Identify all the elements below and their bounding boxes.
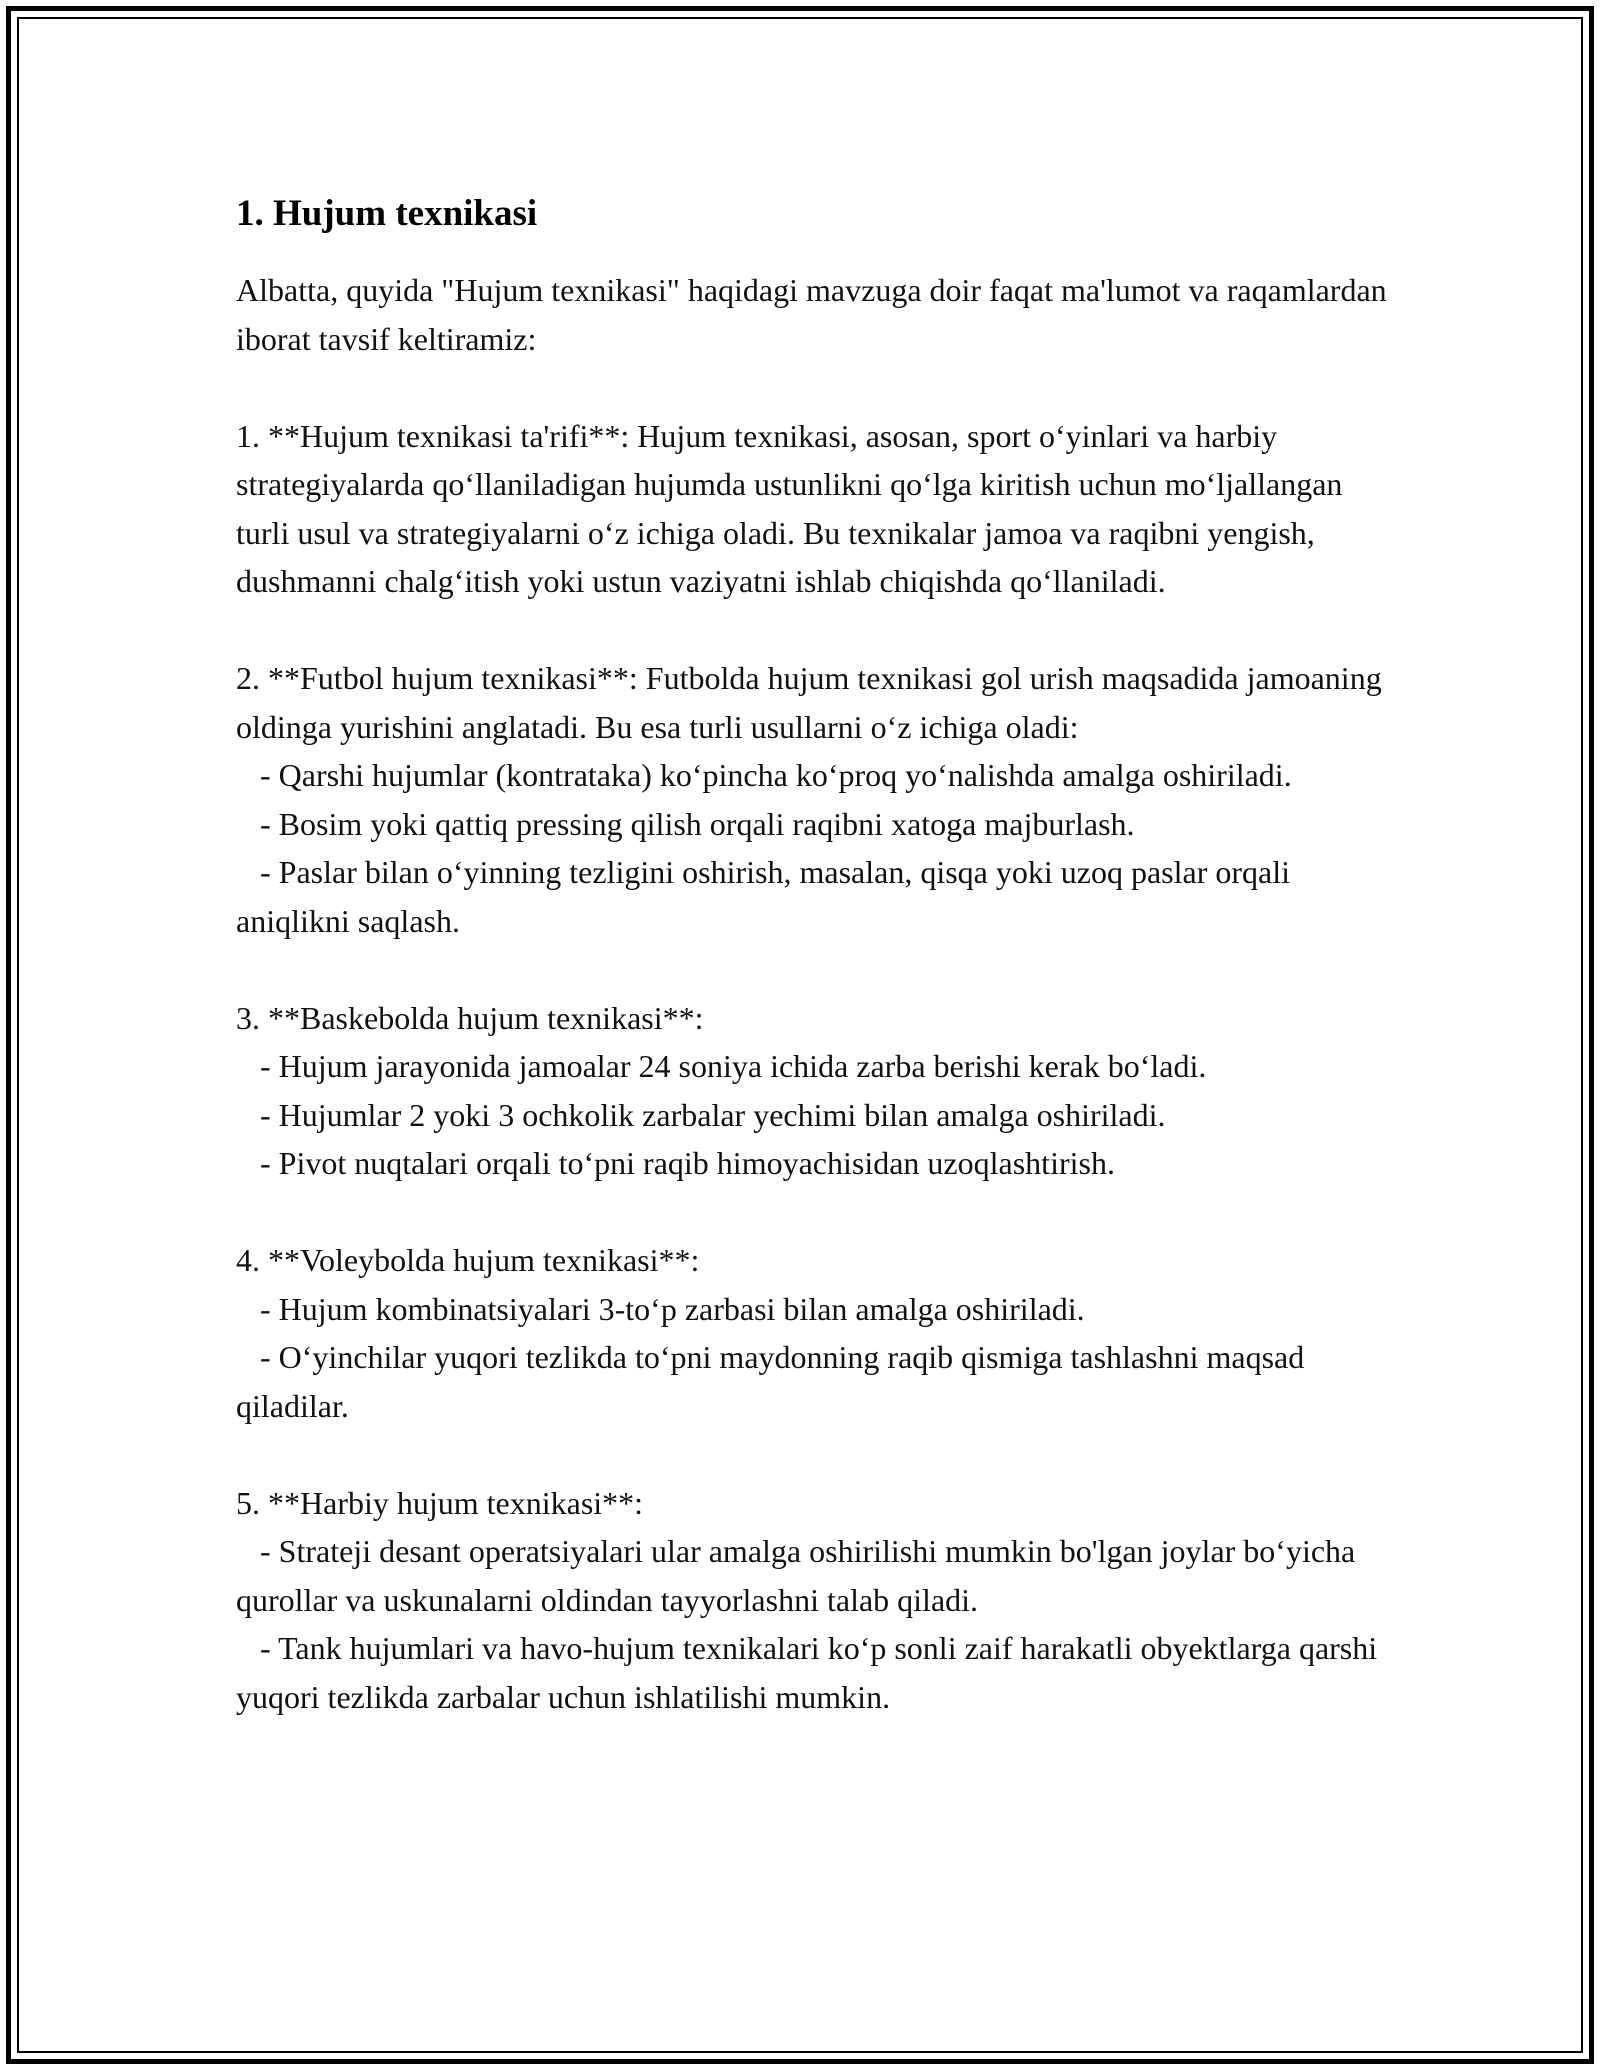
intro-paragraph: Albatta, quyida "Hujum texnikasi" haqidagi mavzuga doir faqat ma'lumot va raqamlardan iborat tavsif keltiramiz: [236,272,1395,357]
section-title: 2. **Futbol hujum texnikasi**: Futbolda hujum texnikasi gol urish maqsadida jamoaning oldinga yurishini anglatadi. Bu esa turli usullarni o‘z ichiga oladi: [236,660,1390,745]
list-item: - Hujum jarayonida jamoalar 24 soniya ichida zarba berishi kerak bo‘ladi. [236,1048,1207,1084]
paragraph-gap [236,363,1396,412]
list-item: - Tank hujumlari va havo-hujum texnikalari ko‘p sonli zaif harakatli obyektlarga qarshi yuqori tezlikda zarbalar uchun ishlatilishi mumkin. [236,1630,1386,1715]
section-title: 5. **Harbiy hujum texnikasi**: [236,1484,644,1521]
section-title: 1. **Hujum texnikasi ta'rifi**: Hujum texnikasi, asosan, sport o‘yinlari va harbiy strategiyalarda qo‘llaniladigan hujumda ustunlikni qo‘lga kiritish uchun mo‘ljallangan turli usul va strategiyalarni o‘z ichiga oladi. Bu texnikalar jamoa va raqibni yengish, dushmanni chalg‘itish yoki ustun vaziyatni ishlab chiqishda qo‘llaniladi. [236,417,1351,599]
list-item: - Pivot nuqtalari orqali to‘pni raqib himoyachisidan uzoqlashtirish. [236,1145,1115,1181]
paragraph-gap [236,1188,1396,1237]
list-item: - O‘yinchilar yuqori tezlikda to‘pni maydonning raqib qismiga tashlashni maqsad qiladilar. [236,1339,1313,1424]
section-definition [236,412,1396,606]
section-football [236,654,1396,945]
section-military [236,1479,1396,1722]
list-item: - Paslar bilan o‘yinning tezligini oshirish, masalan, qisqa yoki uzoq paslar orqali aniqlikni saqlash. [236,854,1299,939]
paragraph-gap [236,606,1396,655]
section-title: 4. **Voleybolda hujum texnikasi**: [236,1242,700,1278]
section-title: 3. **Baskebolda hujum texnikasi**: [236,999,704,1036]
list-item: - Bosim yoki qattiq pressing qilish orqali raqibni xatoga majburlash. [236,805,1135,842]
document-body [236,190,1396,1721]
section-volleyball [236,1236,1396,1430]
list-item: - Hujum kombinatsiyalari 3-to‘p zarbasi bilan amalga oshiriladi. [236,1290,1085,1327]
section-basketball [236,994,1396,1188]
list-item: - Hujumlar 2 yoki 3 ochkolik zarbalar yechimi bilan amalga oshiriladi. [236,1096,1166,1133]
list-item: - Qarshi hujumlar (kontrataka) ko‘pincha ko‘proq yo‘nalishda amalga oshiriladi. [236,757,1292,793]
paragraph-gap [236,1430,1396,1479]
paragraph-gap [236,945,1396,994]
list-item: - Strateji desant operatsiyalari ular amalga oshirilishi mumkin bo'lgan joylar bo‘yicha qurollar va uskunalarni oldindan tayyorlashni talab qiladi. [236,1533,1364,1618]
document-heading: 1. Hujum texnikasi [236,193,538,234]
